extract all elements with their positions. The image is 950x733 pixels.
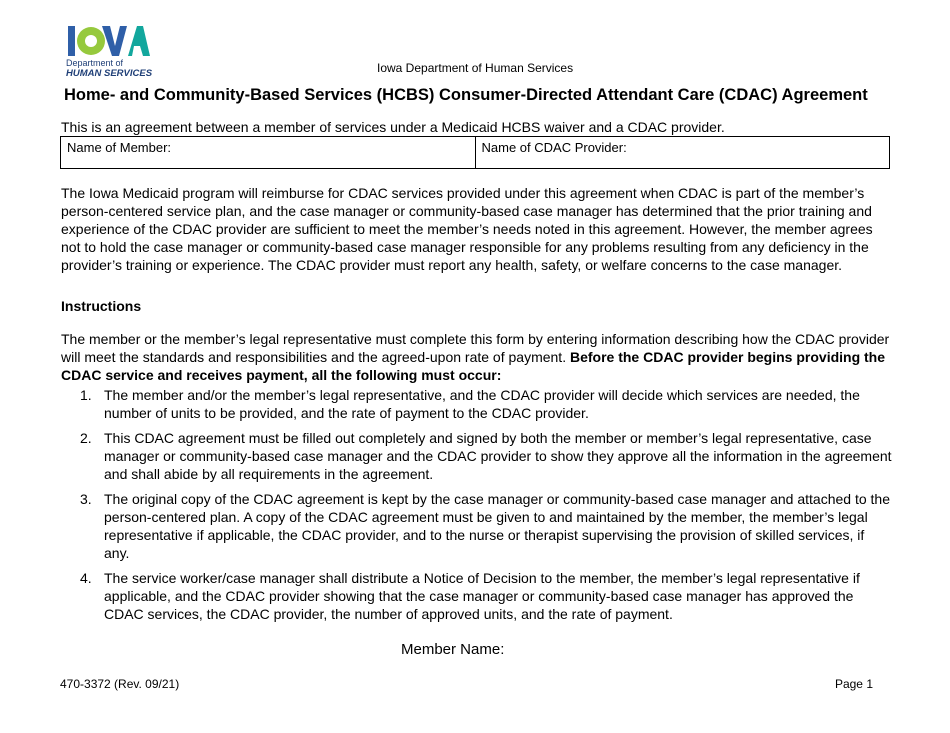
list-item	[80, 569, 892, 623]
logo-letter-i	[68, 26, 75, 56]
member-name-label: Name of Member:	[67, 140, 172, 155]
logo-letter-a	[128, 26, 150, 56]
logo-department-text: Department of	[66, 58, 124, 68]
reimbursement-paragraph: The Iowa Medicaid program will reimburse for CDAC services provided under this agreement when CDAC is part of the member’s person-centered service plan, and the case manager or community-based case manager has determined that the prior training and experience of the CDAC provider are sufficient to meet the member’s needs noted in this agreement. However, the member agrees not to hold the case manager or community-based case manager responsible for any problems resulting from any deficiency in the provider’s training or experience. The CDAC provider must report any health, safety, or welfare concerns to the case manager.	[61, 185, 873, 273]
provider-name-field[interactable]	[475, 137, 890, 168]
instructions-paragraph	[61, 330, 893, 384]
list-item-text: The member and/or the member’s legal representative, and the CDAC provider will decide which services are needed, the number of units to be provided, and the rate of payment to the CDAC provider.	[104, 387, 860, 421]
logo-letter-w	[102, 26, 127, 56]
page-number: Page 1	[834, 677, 873, 691]
list-item	[80, 386, 892, 422]
instructions-heading: Instructions	[61, 298, 142, 314]
list-item-text: The original copy of the CDAC agreement is kept by the case manager or community-based case manager and attached to the person-centered plan. A copy of the CDAC agreement must be given to and maintained by the member, the member’s legal representative if applicable, the CDAC provider, and to the nurse or therapist supervising the provision of skilled services, if any.	[104, 491, 890, 561]
list-item	[80, 429, 892, 483]
agency-name: Iowa Department of Human Services	[377, 61, 574, 75]
instructions-bold-text: Before the CDAC provider begins providing the CDAC service and receives payment, all the following must occur:	[61, 349, 886, 383]
iowa-dhs-logo	[66, 24, 153, 82]
provider-name-label: Name of CDAC Provider:	[481, 140, 627, 155]
requirements-list	[80, 386, 892, 630]
list-item-number: 1.	[80, 387, 92, 403]
logo-human-services-text: HUMAN SERVICES	[66, 68, 153, 79]
form-number: 470-3372 (Rev. 09/21)	[60, 677, 180, 691]
member-name-footer-label: Member Name:	[401, 641, 505, 658]
intro-text: This is an agreement between a member of services under a Medicaid HCBS waiver and a CDAC provider.	[61, 119, 725, 135]
document-title: Home- and Community-Based Services (HCBS) Consumer-Directed Attendant Care (CDAC) Agreement	[64, 86, 868, 104]
names-table	[60, 136, 890, 169]
member-name-field[interactable]	[61, 137, 475, 168]
list-item-number: 4.	[80, 570, 92, 586]
list-item-number: 2.	[80, 430, 92, 446]
list-item-number: 3.	[80, 491, 92, 507]
list-item	[80, 490, 892, 562]
iowa-logo-mark	[66, 24, 150, 58]
list-item-text: The service worker/case manager shall distribute a Notice of Decision to the member, the member’s legal representative if applicable, and the CDAC provider showing that the case manager or community-based case manager has approved the CDAC services, the CDAC provider, the number of approved units, and the rate of payment.	[104, 570, 860, 622]
instructions-plain-text: The member or the member’s legal representative must complete this form by entering information describing how the CDAC provider will meet the standards and responsibilities and the agreed-upon rate of payment.	[61, 331, 890, 365]
list-item-text: This CDAC agreement must be filled out completely and signed by both the member or member’s legal representative, case manager or community-based case manager and the CDAC provider to show they approve all the information in the agreement and shall abide by all requirements in the agreement.	[104, 430, 892, 482]
